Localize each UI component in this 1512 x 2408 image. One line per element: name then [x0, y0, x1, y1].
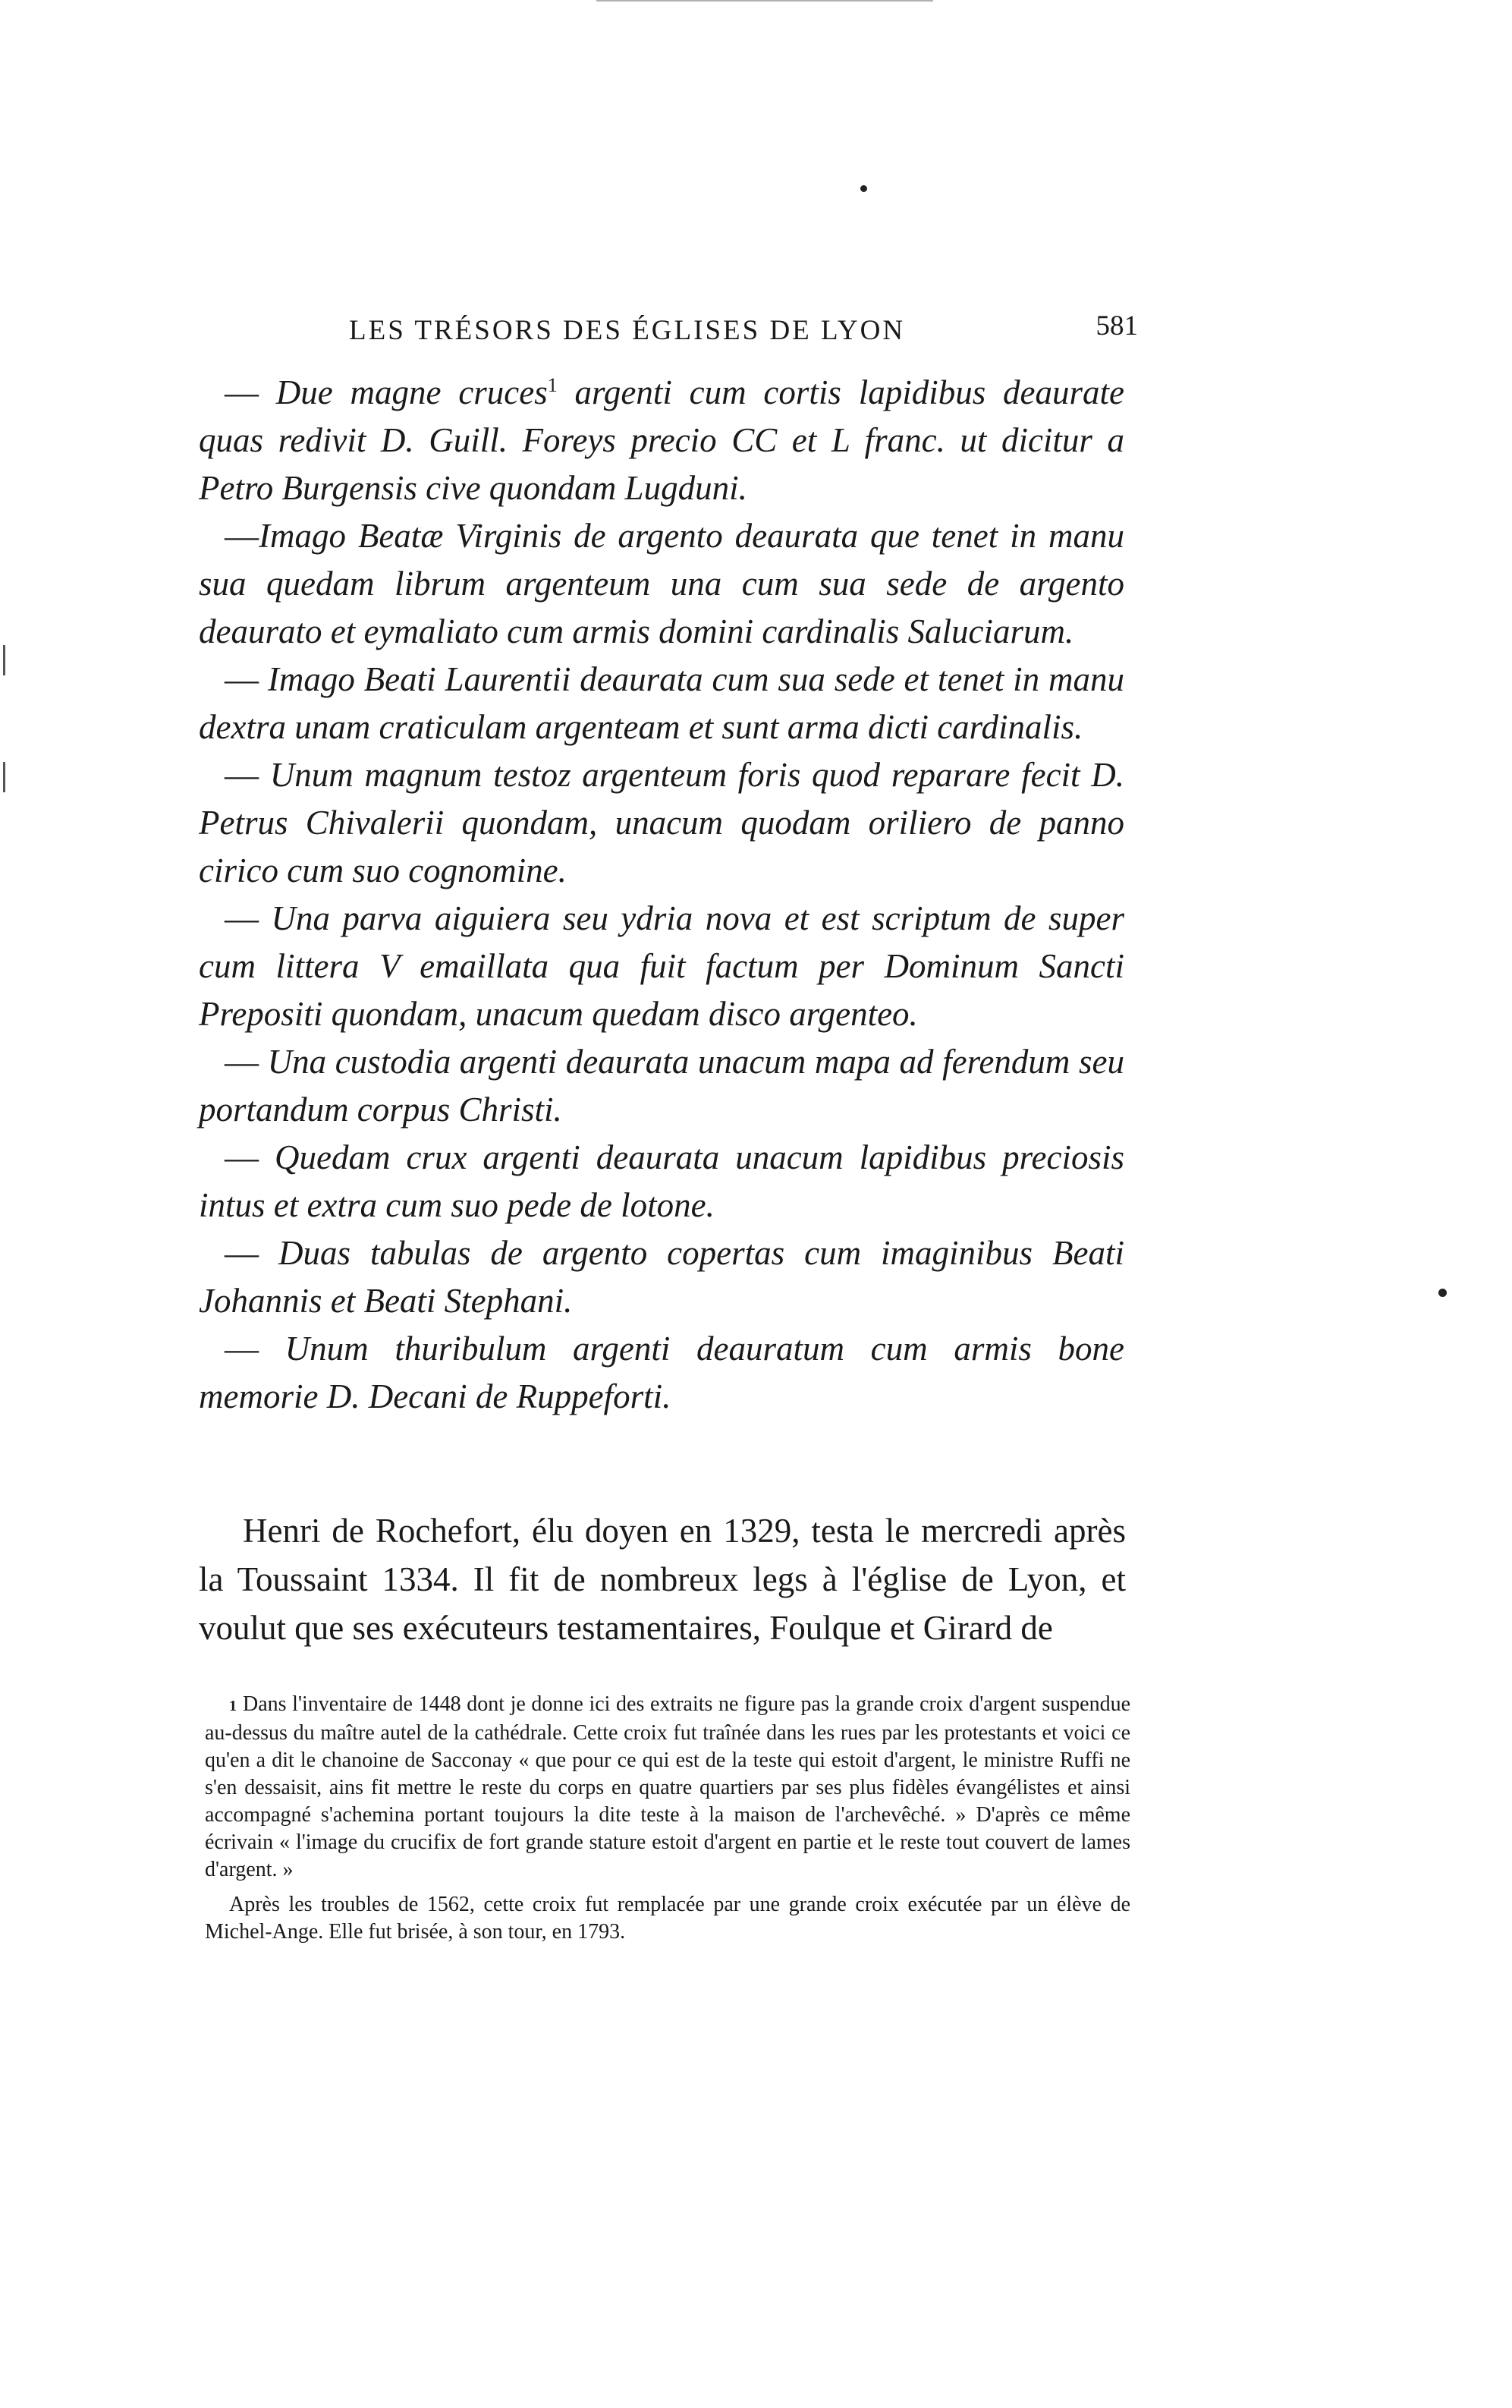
entry-text: Due magne cruces — [259, 373, 548, 411]
inventory-entry — [199, 895, 1124, 1038]
inventory-entry — [199, 751, 1124, 895]
entry-dash: — — [225, 660, 259, 698]
inventory-entry — [199, 656, 1124, 751]
inventory-entry — [199, 1038, 1124, 1134]
entry-text: Una custodia argenti deaurata unacum mapa ad ferendum seu portandum corpus Christi. — [199, 1043, 1124, 1128]
inventory-entries — [199, 369, 1124, 1421]
footnote-continuation — [205, 1891, 1130, 1946]
entry-text: Unum thuribulum argenti deauratum cum armis bone memorie D. Decani de Ruppeforti. — [199, 1330, 1124, 1415]
entry-text: Quedam crux argenti deaurata unacum lapidibus preciosis intus et extra cum suo pede de lotone. — [199, 1138, 1124, 1224]
entry-dash: — — [225, 1330, 259, 1368]
footnotes — [205, 1691, 1130, 1946]
ink-speck — [1438, 1289, 1447, 1297]
entry-text: Imago Beatæ Virginis de argento deaurata que tenet in manu sua quedam librum argenteum una cum sua sede de argento deaurato et eymaliato cum armis domini cardinalis Saluciarum. — [199, 517, 1124, 650]
running-head — [349, 310, 1138, 355]
inventory-entry — [199, 1229, 1124, 1325]
footnote-text: Après les troubles de 1562, cette croix fut remplacée par une grande croix exécutée par un élève de Michel-Ange. Elle fut brisée, à son tour, en 1793. — [205, 1893, 1130, 1944]
inventory-entry — [199, 1325, 1124, 1421]
entry-dash: — — [225, 1138, 259, 1176]
entry-dash: — — [225, 1234, 259, 1272]
body-paragraph: Henri de Rochefort, élu doyen en 1329, testa le mercredi après la Toussaint 1334. Il fit de nombreux legs à l'église de Lyon, et voulut que ses exécuteurs testamentaires, Foulque et Girard de — [199, 1512, 1126, 1647]
footnote-text: Dans l'inventaire de 1448 dont je donne ici des extraits ne figure pas la grande croix d'argent suspendue au-dessus du maître autel de la cathédrale. Cette croix fut traînée dans les rues par les protestants et voici ce qu'en a dit le chanoine de Sacconay « que pour ce qui est de la teste qui estoit d'argent, le ministre Ruffi ne s'en dessaisit, ains fit mettre le reste du corps en quatre quartiers par ses plus fidèles évangélistes et ainsi accompagné s'achemina portant toujours la dite teste à la maison de l'archevêché. » D'après ce même écrivain « l'image du crucifix de fort grande stature estoit d'argent en partie et le reste tout couvert de lames d'argent. » — [205, 1692, 1130, 1881]
footnote-marker: 1 — [229, 1698, 237, 1714]
footnote-reference[interactable]: 1 — [547, 374, 558, 396]
inventory-entry — [199, 512, 1124, 656]
ink-speck — [860, 185, 867, 192]
entry-text: Una parva aiguiera seu ydria nova et est scriptum de super cum littera V emaillata qua fuit factum per Dominum Sancti Prepositi quondam, unacum quedam disco argenteo. — [199, 899, 1124, 1033]
entry-text: Duas tabulas de argento copertas cum imaginibus Beati Johannis et Beati Stephani. — [199, 1234, 1124, 1320]
entry-dash: — — [225, 899, 259, 937]
inventory-entry — [199, 369, 1124, 512]
entry-dash: — — [225, 756, 259, 794]
entry-dash: — — [225, 1043, 259, 1081]
entry-text: Imago Beati Laurentii deaurata cum sua sede et tenet in manu dextra unam craticulam argenteam et sunt arma dicti cardinalis. — [199, 660, 1124, 746]
inventory-entry — [199, 1134, 1124, 1229]
scan-edge-mark — [3, 645, 5, 675]
entry-dash: — — [225, 517, 259, 555]
entry-text: Unum magnum testoz argenteum foris quod reparare fecit D. Petrus Chivalerii quondam, unacum quodam oriliero de panno cirico cum suo cognomine. — [199, 756, 1124, 889]
entry-text: argenti cum cortis lapidibus deaurate quas redivit D. Guill. Foreys precio CC et L franc. ut dicitur a Petro Burgensis cive quondam Lugduni. — [199, 373, 1124, 507]
scan-top-edge-rule — [596, 0, 933, 2]
scan-edge-mark — [3, 762, 5, 792]
footnote — [205, 1691, 1130, 1884]
entry-dash: — — [225, 373, 259, 411]
page-number: 581 — [1095, 310, 1138, 342]
running-title: LES TRÉSORS DES ÉGLISES DE LYON — [349, 315, 906, 346]
